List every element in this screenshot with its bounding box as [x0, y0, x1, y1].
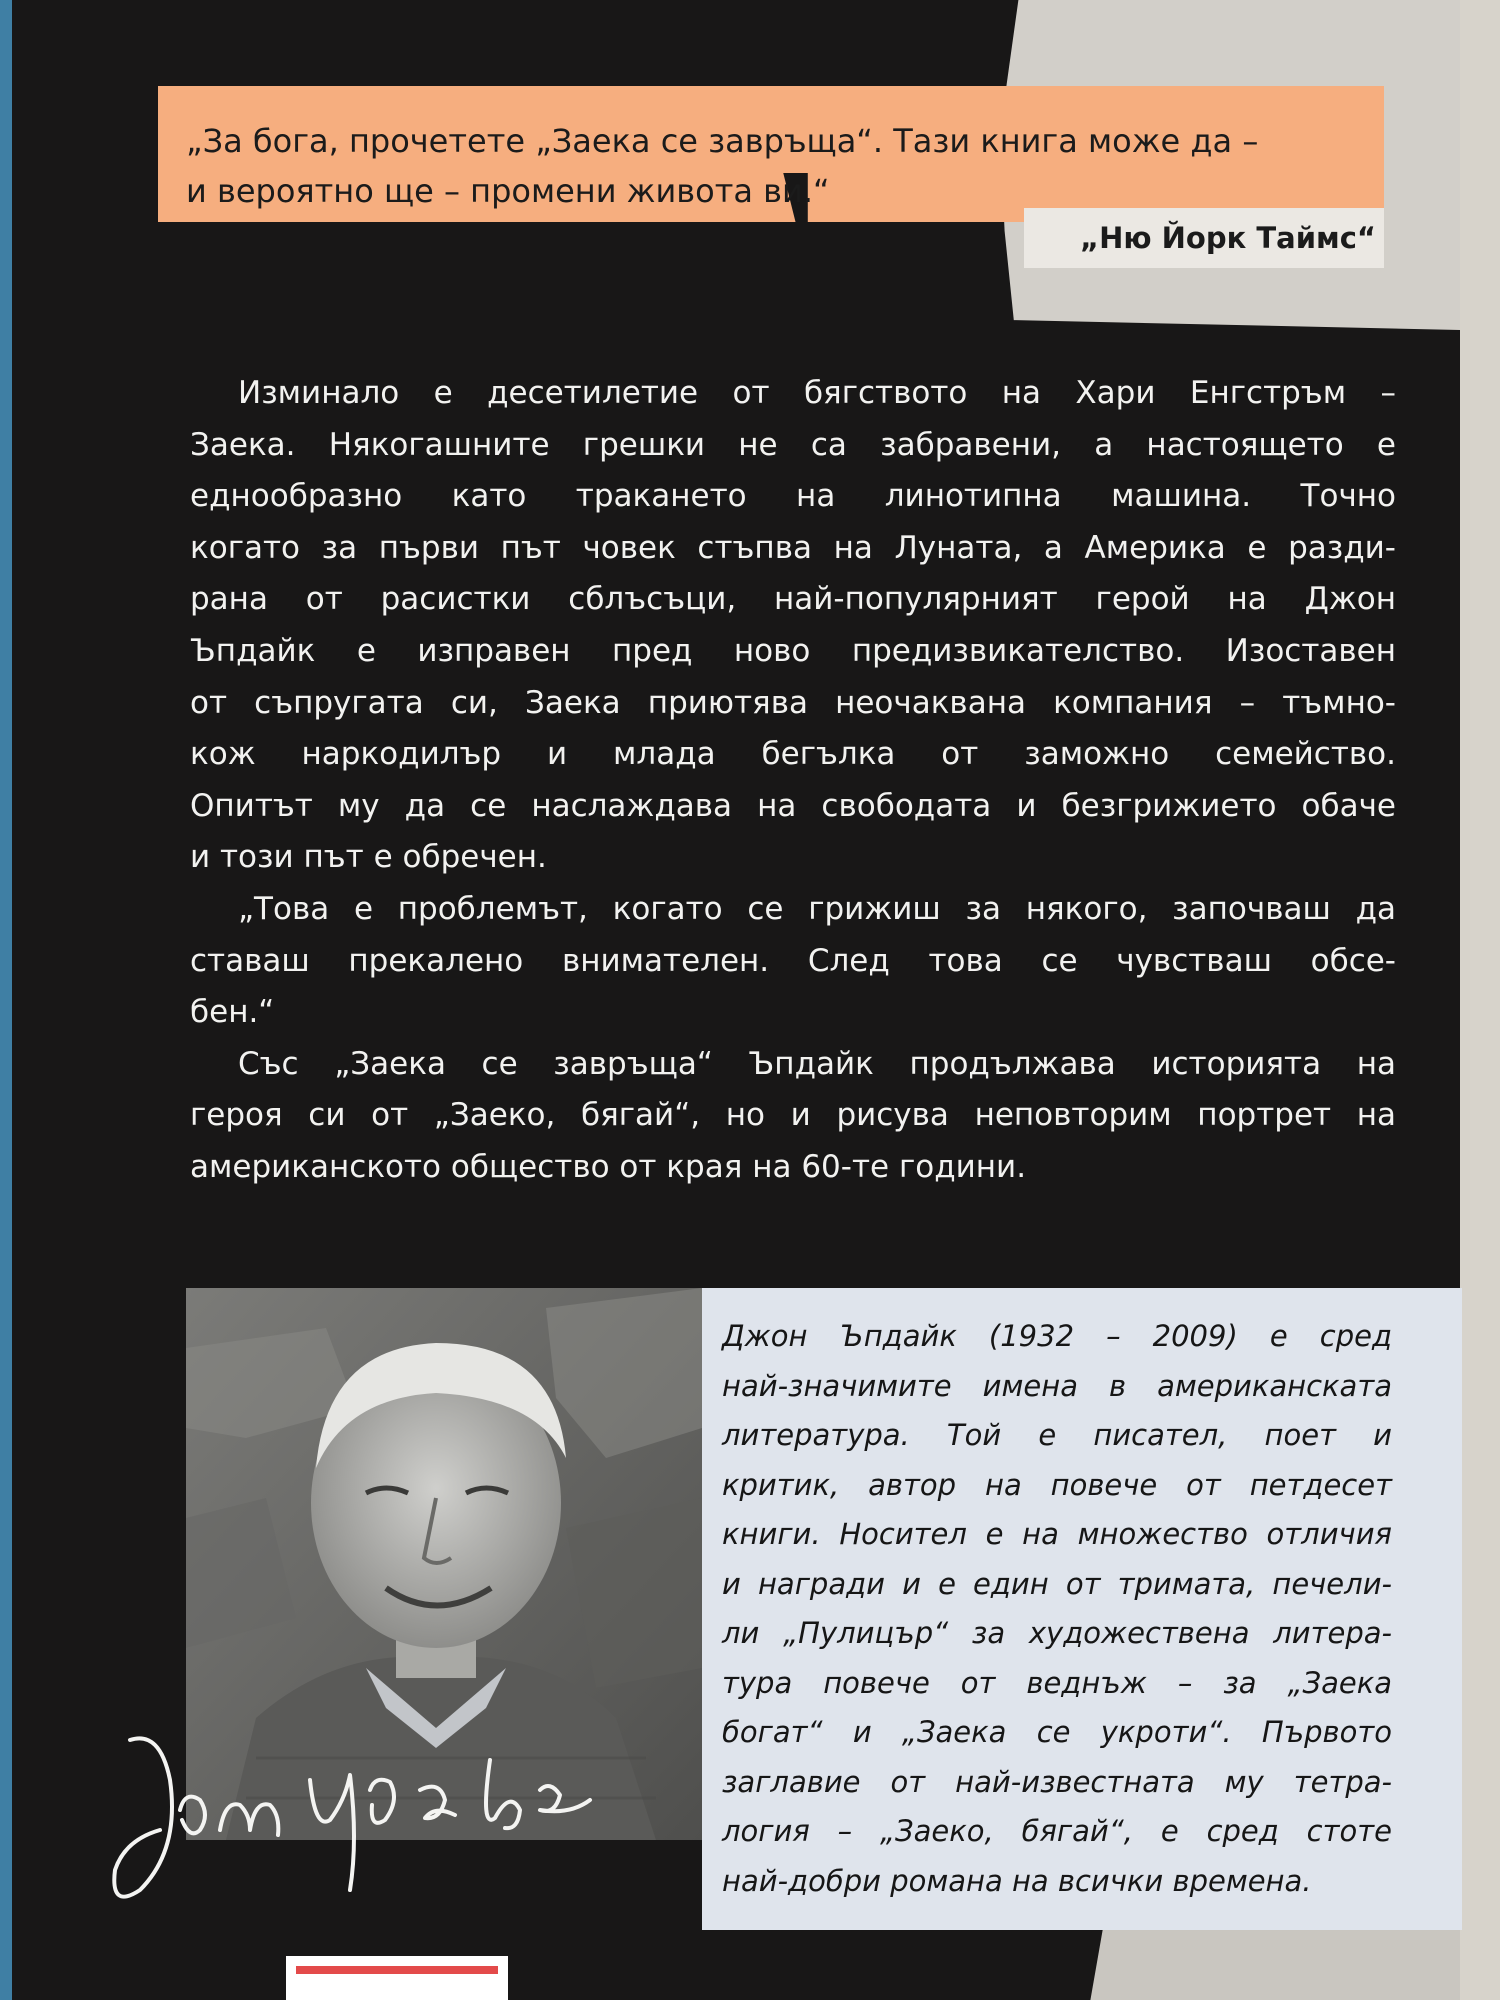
author-bio [722, 1312, 1392, 1906]
description-line: героя си от „Заеко, бягай“, но и рисува неповторим портрет на [190, 1097, 1396, 1134]
review-quote-line: „За бога, прочетете „Заека се завръща“. Тази книга може да – [186, 122, 1259, 160]
description-line: Заека. Някогашните грешки не са забравени, а настоящето е [190, 426, 1396, 463]
description-line: бен.“ [190, 994, 275, 1031]
description-line: от съпругата си, Заека приютява неочаквана компания – тъмно- [190, 684, 1396, 721]
bio-line: богат“ и „Заека се укроти“. Първото [722, 1715, 1392, 1749]
bio-line: най-значимите имена в американската [722, 1368, 1392, 1403]
bio-line: логия – „Заеко, бягай“, е сред стоте [722, 1814, 1392, 1848]
page-edge [1460, 0, 1500, 2000]
bio-line: критик, автор на повече от петдесет [722, 1467, 1392, 1502]
bio-line: тура повече от веднъж – за „Заека [722, 1665, 1392, 1700]
description-line: Изминало е десетилетие от бягството на Хари Енгстръм – [238, 375, 1396, 411]
book-description [190, 368, 1396, 1194]
bio-line: Джон Ъпдайк (1932 – 2009) е сред [722, 1319, 1392, 1353]
review-quote-line: и вероятно ще – промени живота ви.“ [186, 172, 830, 210]
bio-line: заглавие от най-известната му тетра- [722, 1764, 1392, 1799]
description-line: американското общество от края на 60-те години. [190, 1148, 1027, 1185]
description-line: „Това е проблемът, когато се грижиш за някого, започваш да [238, 890, 1396, 927]
description-line: еднообразно като тракането на линотипна машина. Точно [190, 478, 1396, 515]
description-line: и този път е обречен. [190, 839, 547, 876]
publisher-stripe [296, 1966, 498, 1974]
bio-line: книги. Носител е на множество отличия [722, 1517, 1392, 1551]
publisher-label [286, 1956, 508, 2000]
description-line: когато за първи път човек стъпва на Луната, а Америка е разди- [190, 529, 1396, 566]
description-line: Опитът му да се наслаждава на свободата и безгрижието обаче [190, 787, 1396, 824]
description-line: Ъпдайк е изправен пред ново предизвикателство. Изоставен [190, 632, 1396, 669]
bio-line: литература. Той е писател, поет и [722, 1418, 1392, 1452]
bio-line: най-добри романа на всички времена. [722, 1863, 1312, 1898]
bio-line: ли „Пулицър“ за художествена литера- [722, 1616, 1392, 1650]
description-line: рана от расистки сблъсъци, най-популярният герой на Джон [190, 581, 1396, 618]
description-line: Със „Заека се завръща“ Ъпдайк продължава историята на [238, 1045, 1396, 1082]
description-line: ставаш прекалено внимателен. След това се чувстваш обсе- [190, 942, 1396, 979]
quote-source: „Ню Йорк Таймс“ [1080, 221, 1376, 255]
author-signature [100, 1720, 680, 1900]
description-line: кож наркодилър и млада бегълка от заможно семейство. [190, 736, 1396, 773]
bio-line: и награди и е един от тримата, печели- [722, 1566, 1392, 1601]
review-quote [186, 116, 1386, 216]
